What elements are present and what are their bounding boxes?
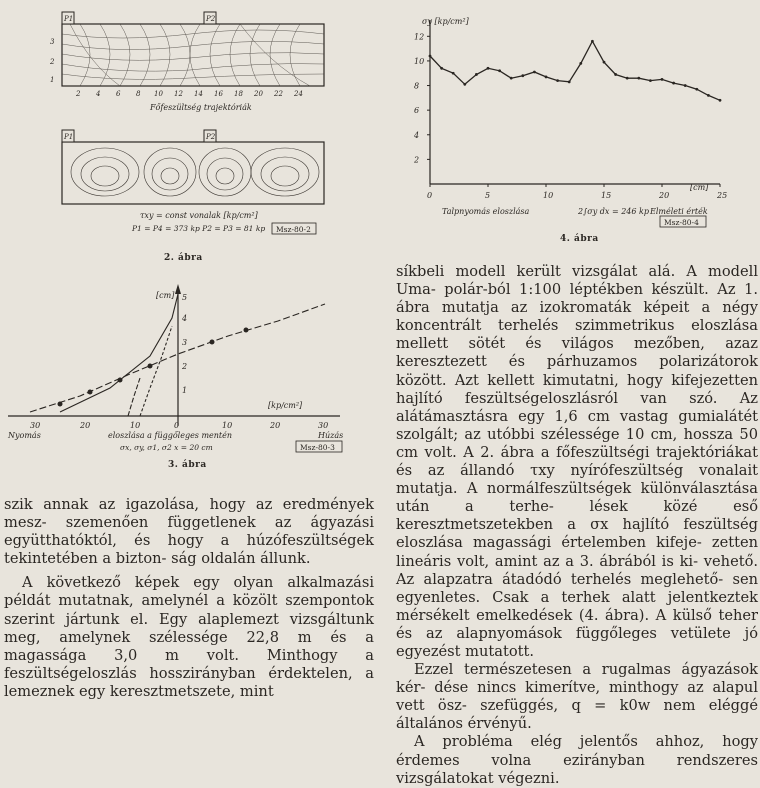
fig4-data-point [475, 73, 478, 76]
fig2-load-line: P1 = P4 = 373 kp P2 = P3 = 81 kp [132, 224, 266, 233]
figure-3 [0, 276, 380, 456]
fig2-caption: 2. ábra [164, 253, 203, 263]
fig2-y-ticks [49, 38, 55, 84]
fig2-bottom-label: τxy = const vonalak [kp/cm²] [140, 211, 258, 220]
fig3-x-tick: 0 [174, 421, 180, 430]
right-paragraph-1: síkbeli modell került vizsgálat alá. A modell Uma- polár-ból 1:100 léptékben készült. Az 1. ábra mutatja az izokromaták képeit a négy koncentrált terhelés szimmetrikus eloszlása mellett sötét és világos mezőben, azaz keresztezett és párhuzamos polarizátorok között. Azt kellett kimutatni, hogy kifejezetten hajlító feszültségeloszlásról van szó. Az alátámasztásra egy 1,6 cm vastag gumialátét szolgált; az utóbbi szélessége 10 cm, hossza 50 cm volt. A 2. ábra a főfeszültségi trajektóriákat és az állandó τxy nyírófeszültség vonalait mutatja. A normálfeszültségek különválasztása után a terhe- lések közé eső keresztmetszetekben a σx hajlító feszültség eloszlása magassági értelemben kifeje- zetten lineáris volt, amint az a 3. ábrából is ki- vehető. Az alapzatra átadódó terhelés meglehető- sen egyenletes. Csak a terhek alatt jelentkeztek mérsékelt emelkedések (4. ábra). A külső teher és az alapnyomások függőleges vetülete jó egyezést mutatott. [396, 263, 758, 660]
fig4-data-point [568, 80, 571, 83]
right-paragraph-2: Ezzel természetesen a rugalmas ágyazások kér- dése nincs kimerítve, minthogy az alapul vett ösz- szefüggés, q = k0w nem eléggé általános érvényű. [396, 661, 758, 733]
fig3-x-tick: 30 [318, 421, 329, 430]
fig2-x-tick: 14 [194, 90, 203, 98]
fig2-x-tick: 16 [214, 90, 223, 98]
fig3-right-label: Húzás [318, 431, 344, 440]
fig4-y-tick-label: 2 [414, 155, 420, 165]
left-paragraph-2: A következő képek egy olyan alkalmazási példát mutatnak, amelynél a közölt szempontok szerint jártunk el. Egy alaplemezt vizsgáltunk meg, amelynek szélessége 22,8 m és a magassága 3,0 m volt. Minthogy a feszültségeloszlás hosszirányban érdektelen, a lemeznek egy keresztmetszete, mint [4, 574, 374, 700]
fig4-data-point [661, 78, 664, 81]
fig2-p2-label: P2 [206, 15, 216, 23]
fig4-bottom-label: Talpnyomás eloszlása [442, 207, 530, 216]
fig4-data-point [533, 71, 536, 74]
fig4-code: Msz-80-4 [664, 218, 699, 227]
fig2-x-ticks [75, 90, 303, 98]
fig4-x-tick-label: 0 [427, 191, 433, 200]
fig2-p1-label: P1 [64, 15, 74, 23]
fig4-y-tick-label: 8 [414, 81, 420, 91]
fig4-y-tick-label: 12 [414, 32, 425, 42]
fig4-x-tick-label: 15 [601, 191, 612, 200]
fig3-y-tick: 2 [182, 362, 188, 371]
fig3-y-tick: 5 [182, 293, 188, 302]
fig4-data-point [695, 88, 698, 91]
fig4-y-tick-label: 4 [414, 130, 420, 140]
right-paragraph-3: A probléma elég jelentős ahhoz, hogy érdemes volna ezirányban rendszeres vizsgálatokat végezni. [396, 733, 758, 787]
fig4-data-point [591, 40, 594, 43]
fig4-data-point [672, 82, 675, 85]
figure-4 [390, 14, 760, 234]
left-paragraph-1: szik annak az igazolása, hogy az eredmények mesz- szemenően függetlenek az ágyazási együtthatóktól, és hogy a húzófeszültségek tekintetében a bizton- ság oldalán állunk. [4, 496, 374, 568]
right-body-text [396, 263, 758, 788]
fig3-caption: 3. ábra [168, 460, 207, 470]
fig3-left-label: Nyomás [8, 431, 41, 440]
fig2-x-tick: 20 [254, 90, 263, 98]
fig2-x-tick: 24 [294, 90, 303, 98]
fig4-data-point [649, 79, 652, 82]
fig4-data-point [452, 72, 455, 75]
fig2-p1-label-b: P1 [64, 133, 74, 141]
fig4-data-point [510, 77, 513, 80]
fig2-p2-label-b: P2 [206, 133, 216, 141]
fig3-x-tick: 20 [80, 421, 91, 430]
fig2-x-tick: 6 [116, 90, 121, 98]
fig4-x-unit: [cm] [690, 183, 709, 192]
fig2-x-tick: 18 [234, 90, 243, 98]
fig4-y-tick-label: 6 [414, 106, 420, 116]
fig4-data-point [429, 55, 432, 58]
fig4-data-point [545, 76, 548, 79]
fig3-y-tick: 4 [182, 314, 188, 323]
fig3-x-tick: 10 [222, 421, 233, 430]
left-column [0, 0, 380, 700]
fig4-data-point [684, 84, 687, 87]
fig3-y-ticks [181, 293, 187, 395]
fig3-x-tick: 30 [30, 421, 41, 430]
fig2-top-label: Főfeszültség trajektóriák [150, 103, 252, 112]
fig4-data-point [487, 67, 490, 70]
fig4-data-point [626, 77, 629, 80]
fig3-y-tick: 3 [182, 338, 188, 347]
fig4-data-point [579, 62, 582, 65]
fig4-y-tick-label: 10 [414, 56, 425, 66]
fig4-data-point [614, 73, 617, 76]
fig4-measured-label: Elméleti érték [650, 207, 708, 216]
fig3-x-tick: 10 [130, 421, 141, 430]
fig4-data-point [556, 79, 559, 82]
fig4-data-point [463, 83, 466, 86]
left-body-text [4, 496, 374, 701]
right-column [390, 0, 760, 787]
fig3-bottom-label: eloszlása a függőleges mentén [108, 431, 233, 440]
figure-2 [40, 4, 340, 254]
fig3-x-ticks [30, 421, 328, 430]
fig4-data-point [719, 99, 722, 102]
fig4-x-tick-label: 10 [543, 191, 554, 200]
fig3-bottom-label2: σx, σy, σ1, σ2 x = 20 cm [120, 443, 213, 452]
fig3-y-tick: 1 [182, 386, 188, 395]
fig4-caption: 4. ábra [560, 234, 599, 244]
fig4-series-line [430, 41, 720, 100]
fig2-x-tick: 12 [174, 90, 183, 98]
fig4-data-point [440, 67, 443, 70]
fig3-y-unit: [cm] [156, 291, 175, 300]
fig4-x-tick-label: 25 [717, 191, 728, 200]
fig4-data-point [603, 61, 606, 64]
fig3-code: Msz-80-3 [300, 443, 335, 452]
fig2-code: Msz-80-2 [276, 225, 311, 234]
fig4-integral-label: 2∫σy dx = 246 kp [578, 207, 649, 216]
fig2-x-tick: 2 [76, 90, 81, 98]
fig4-x-tick-label: 20 [659, 191, 670, 200]
fig2-y-tick: 2 [50, 58, 55, 66]
fig3-x-unit: [kp/cm²] [268, 401, 303, 410]
fig2-y-tick: 3 [50, 38, 55, 46]
fig3-x-tick: 20 [270, 421, 281, 430]
fig2-y-tick: 1 [50, 76, 55, 84]
fig4-data-point [521, 74, 524, 77]
fig2-x-tick: 10 [154, 90, 163, 98]
fig2-x-tick: 4 [96, 90, 101, 98]
fig4-x-tick-label: 5 [485, 191, 491, 200]
fig2-x-tick: 22 [274, 90, 283, 98]
fig4-data-point [498, 69, 501, 72]
fig4-data-point [707, 94, 710, 97]
fig4-data-point [637, 77, 640, 80]
fig4-y-label: σy [kp/cm²] [422, 17, 469, 26]
fig2-x-tick: 8 [136, 90, 141, 98]
